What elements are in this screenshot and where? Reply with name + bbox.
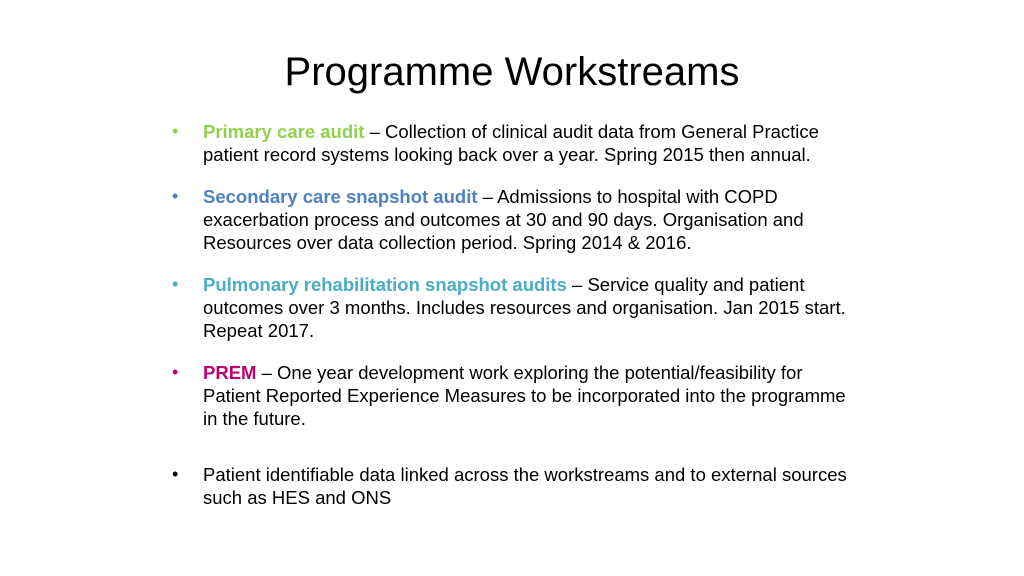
slide-title: Programme Workstreams [284,50,740,94]
bullet-body-text: Patient identifiable data linked across the workstreams and to external sources such as HES and ONS [203,464,847,508]
bullet-prem [172,361,852,430]
bullet-body-text: – One year development work exploring the potential/feasibility for Patient Reported Experience Measures to be incorporated into the programme in the future. [203,362,846,429]
bullet-lead-text: Primary care audit [203,121,365,142]
bullet-marker: • [172,186,179,206]
bullet-lead-text: PREM [203,362,257,383]
bullet-marker: • [172,362,179,382]
bullet-lead-text: Secondary care snapshot audit [203,186,478,207]
bullet-pulmonary-rehabilitation-snapshot-audits [172,273,852,342]
bullet-marker: • [172,121,179,141]
bullet-marker: • [172,274,179,294]
bullet-secondary-care-snapshot-audit [172,185,852,254]
bullet-body-text: – Service quality and patient outcomes over 3 months. Includes resources and organisation. Jan 2015 start. Repeat 2017. [203,274,846,341]
bullet-body-text: – Admissions to hospital with COPD exacerbation process and outcomes at 30 and 90 days. Organisation and Resources over data collection period. Spring 2014 & 2016. [203,186,804,253]
bullet-list [172,120,852,509]
bullet-patient-identifiable-data [172,463,852,509]
bullet-lead-text: Pulmonary rehabilitation snapshot audits [203,274,567,295]
bullet-primary-care-audit [172,120,852,166]
bullet-body-text: – Collection of clinical audit data from General Practice patient record systems looking back over a year. Spring 2015 then annual. [203,121,819,165]
bullet-marker: • [172,464,179,484]
